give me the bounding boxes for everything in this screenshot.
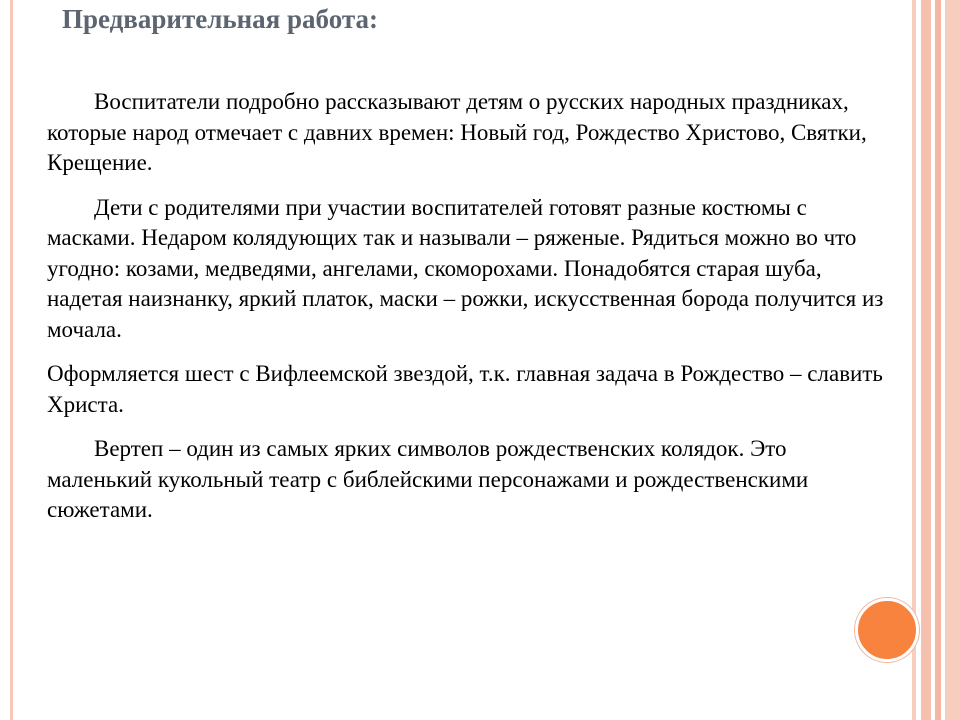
right-decorative-stripe xyxy=(935,0,941,720)
paragraph-holidays: Воспитатели подробно рассказывают детям о русских народных праздниках, которые народ отмечает с давних времен: Новый год, Рождество Христово, Святки, Крещение. xyxy=(47,89,867,175)
orange-circle-decoration xyxy=(855,598,919,662)
slide-title: Предварительная работа: xyxy=(62,4,378,34)
paragraph-vertep: Вертеп – один из самых ярких символов рождественских колядок. Это маленький кукольный театр с библейскими персонажами и рождественскими сюжетами. xyxy=(47,436,809,522)
left-decorative-rule xyxy=(10,0,13,720)
paragraph-star-pole: Оформляется шест с Вифлеемской звездой, т.к. главная задача в Рождество – славить Христа. xyxy=(47,361,883,417)
paragraph-costumes: Дети с родителями при участии воспитателей готовят разные костюмы с масками. Недаром колядующих так и называли – ряженые. Рядиться можно во что угодно: козами, медведями, ангелами, скоморохами. Понадобятся старая шуба, надетая наизнанку, яркий платок, маски – рожки, искусственная борода получится из мочала. xyxy=(47,194,884,342)
slide-body xyxy=(47,87,892,540)
right-decorative-stripe xyxy=(945,0,960,720)
right-decorative-stripe xyxy=(921,0,931,720)
